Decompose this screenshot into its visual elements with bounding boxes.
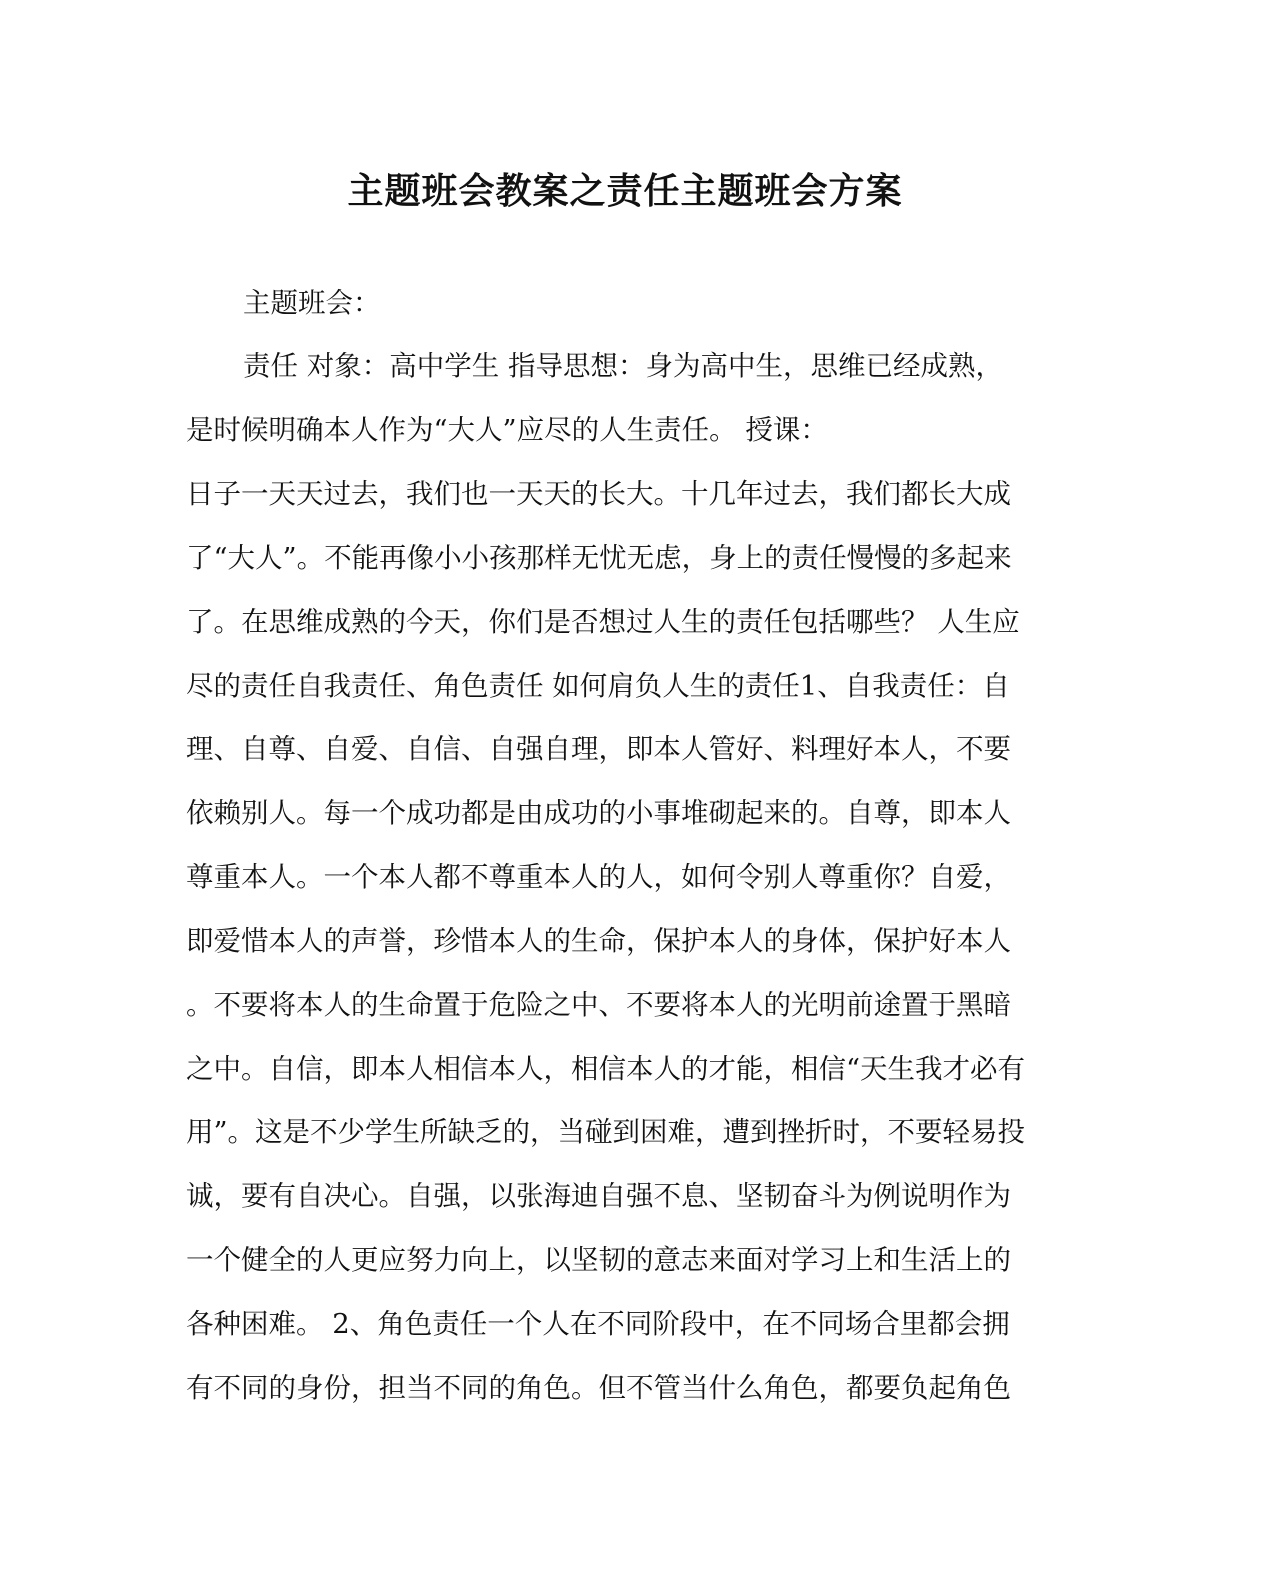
text-line: 责任 对象：高中学生 指导思想：身为高中生，思维已经成熟， [243, 350, 1003, 382]
text-line: 了。在思维成熟的今天，你们是否想过人生的责任包括哪些？ 人生应 [186, 606, 1020, 638]
text-line: 尊重本人。一个本人都不尊重本人的人，如何令别人尊重你？自爱， [186, 861, 1011, 893]
text-line: 各种困难。 2、角色责任一个人在不同阶段中，在不同场合里都会拥 [186, 1308, 1010, 1340]
text-line: 诚，要有自决心。自强，以张海迪自强不息、坚韧奋斗为例说明作为 [186, 1180, 1011, 1212]
document-title: 主题班会教案之责任主题班会方案 [347, 170, 903, 212]
text-line: 即爱惜本人的声誉，珍惜本人的生命，保护本人的身体，保护好本人 [186, 925, 1011, 957]
text-line: 。不要将本人的生命置于危险之中、不要将本人的光明前途置于黑暗 [186, 989, 1011, 1021]
text-line: 日子一天天过去，我们也一天天的长大。十几年过去，我们都长大成 [186, 478, 1011, 510]
text-line: 一个健全的人更应努力向上，以坚韧的意志来面对学习上和生活上的 [186, 1244, 1011, 1276]
text-line: 主题班会： [243, 287, 381, 319]
text-line: 之中。自信，即本人相信本人，相信本人的才能，相信“天生我才必有 [186, 1053, 1026, 1085]
text-line: 理、自尊、自爱、自信、自强自理，即本人管好、料理好本人，不要 [186, 733, 1011, 765]
text-line: 用”。这是不少学生所缺乏的，当碰到困难，遭到挫折时，不要轻易投 [186, 1116, 1026, 1148]
text-line: 了“大人”。不能再像小小孩那样无忧无虑，身上的责任慢慢的多起来 [186, 542, 1012, 574]
text-line: 依赖别人。每一个成功都是由成功的小事堆砌起来的。自尊，即本人 [186, 797, 1011, 829]
text-line: 尽的责任自我责任、角色责任 如何肩负人生的责任1、自我责任：自 [186, 670, 1010, 702]
text-line: 是时候明确本人作为“大人”应尽的人生责任。 授课： [186, 414, 828, 446]
text-line: 有不同的身份，担当不同的角色。但不管当什么角色，都要负起角色 [186, 1372, 1011, 1404]
